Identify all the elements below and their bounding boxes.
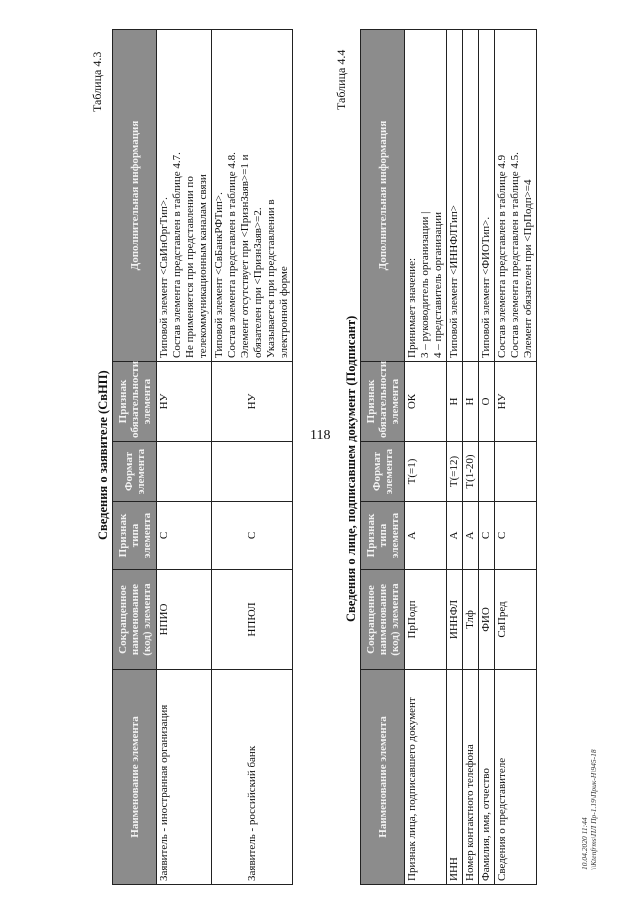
cell-name: Заявитель - иностранная организация (157, 670, 212, 885)
col-header-format: Формат элемента (113, 442, 157, 502)
cell-type: А (463, 502, 479, 570)
info-line: Состав элемента представлен в таблице 4.8. (226, 152, 238, 358)
table-row (463, 30, 479, 885)
table-row (479, 30, 495, 885)
cell-format (157, 442, 212, 502)
cell-type: С (157, 502, 212, 570)
info-line: 3 – руководитель организации | (419, 211, 431, 358)
cell-code: ИННФЛ (447, 570, 463, 670)
col-header-info: Дополнительная информация (361, 30, 405, 362)
info-line: обязателен при <ПризнЗаяв>=2. (252, 207, 264, 358)
cell-type: С (212, 502, 293, 570)
table-4-4 (360, 29, 537, 885)
info-line: Принимает значение: (406, 257, 418, 358)
cell-required: НУ (212, 362, 293, 442)
cell-format (495, 442, 537, 502)
footer (580, 749, 598, 870)
table-4-3-wrapper (112, 29, 293, 885)
table-4-4-wrapper (360, 29, 537, 885)
col-header-type: Признак типа элемента (113, 502, 157, 570)
table-row (495, 30, 537, 885)
cell-name: Сведения о представителе (495, 670, 537, 885)
footer-timestamp: 10.04.2020 11:44 (580, 817, 589, 870)
col-header-name: Наименование элемента (113, 670, 157, 885)
cell-info (495, 30, 537, 362)
info-line: Указывается при представлении в (265, 199, 277, 358)
info-line: Типовой элемент <ФИОТип>. (480, 216, 492, 358)
cell-type: А (405, 502, 447, 570)
cell-name: Признак лица, подписавшего документ (405, 670, 447, 885)
info-line: Состав элемента представлен в таблице 4.9 (496, 154, 508, 358)
cell-format (212, 442, 293, 502)
col-header-info: Дополнительная информация (113, 30, 157, 362)
table-row (212, 30, 293, 885)
table-4-4-title: Сведения о лице, подписавшем документ (Подписант) (344, 315, 358, 622)
info-line: Элемент отсутствует при <ПризнЗаяв>=1 и (239, 154, 251, 358)
info-line: Состав элемента представлен в таблице 4.5. (509, 152, 521, 358)
cell-name: Фамилия, имя, отчество (479, 670, 495, 885)
cell-info (463, 30, 479, 362)
col-header-name: Наименование элемента (361, 670, 405, 885)
col-header-code: Сокращенное наименование (код) элемента (361, 570, 405, 670)
info-line: Типовой элемент <СвИнОргТип>. (158, 197, 170, 358)
table-header-row (361, 30, 405, 885)
cell-name: ИНН (447, 670, 463, 885)
cell-info (212, 30, 293, 362)
info-line: Типовой элемент <ИННФЛТип> (448, 205, 460, 358)
cell-required: НУ (157, 362, 212, 442)
info-line: Элемент обязателен при <ПрПодп>=4 (522, 179, 534, 358)
info-line: 4 – представитель организации (432, 211, 444, 358)
cell-format (479, 442, 495, 502)
table-row (157, 30, 212, 885)
cell-format: T(=1) (405, 442, 447, 502)
table-4-3-title: Сведения о заявителе (СвНП) (96, 370, 110, 540)
col-header-required: Признак обязательности элемента (361, 362, 405, 442)
col-header-required: Признак обязательности элемента (113, 362, 157, 442)
footer-path: \\Ktenfrms\ПЛ Пр-1.19\Прик-Н\945-18 (589, 749, 598, 870)
cell-code: СвПред (495, 570, 537, 670)
cell-info (447, 30, 463, 362)
cell-code: НПЮЛ (212, 570, 293, 670)
cell-format: T(=12) (447, 442, 463, 502)
col-header-code: Сокращенное наименование (код) элемента (113, 570, 157, 670)
cell-required: НУ (495, 362, 537, 442)
table-header-row (113, 30, 157, 885)
page-number: 118 (310, 428, 331, 443)
cell-code: ФИО (479, 570, 495, 670)
cell-info (405, 30, 447, 362)
cell-info (157, 30, 212, 362)
cell-info (479, 30, 495, 362)
info-line: телекоммуникационным каналам связи (197, 174, 209, 358)
cell-required: Н (463, 362, 479, 442)
table-4-4-caption: Таблица 4.4 (334, 49, 348, 110)
cell-name: Заявитель - российский банк (212, 670, 293, 885)
table-row (447, 30, 463, 885)
cell-type: А (447, 502, 463, 570)
col-header-format: Формат элемента (361, 442, 405, 502)
table-4-3 (112, 29, 293, 885)
col-header-type: Признак типа элемента (361, 502, 405, 570)
table-4-3-caption: Таблица 4.3 (90, 51, 104, 112)
table-row (405, 30, 447, 885)
info-line: электронной форме (278, 266, 290, 358)
cell-type: С (495, 502, 537, 570)
cell-required: ОК (405, 362, 447, 442)
cell-format: T(1-20) (463, 442, 479, 502)
cell-required: О (479, 362, 495, 442)
cell-code: Тлф (463, 570, 479, 670)
info-line: Типовой элемент <СвБанкРФТип>. (213, 192, 225, 358)
cell-name: Номер контактного телефона (463, 670, 479, 885)
cell-type: С (479, 502, 495, 570)
cell-code: НПИО (157, 570, 212, 670)
info-line: Не применяется при представлении по (184, 176, 196, 358)
cell-required: Н (447, 362, 463, 442)
info-line: Состав элемента представлен в таблице 4.7. (171, 152, 183, 358)
cell-code: ПрПодп (405, 570, 447, 670)
